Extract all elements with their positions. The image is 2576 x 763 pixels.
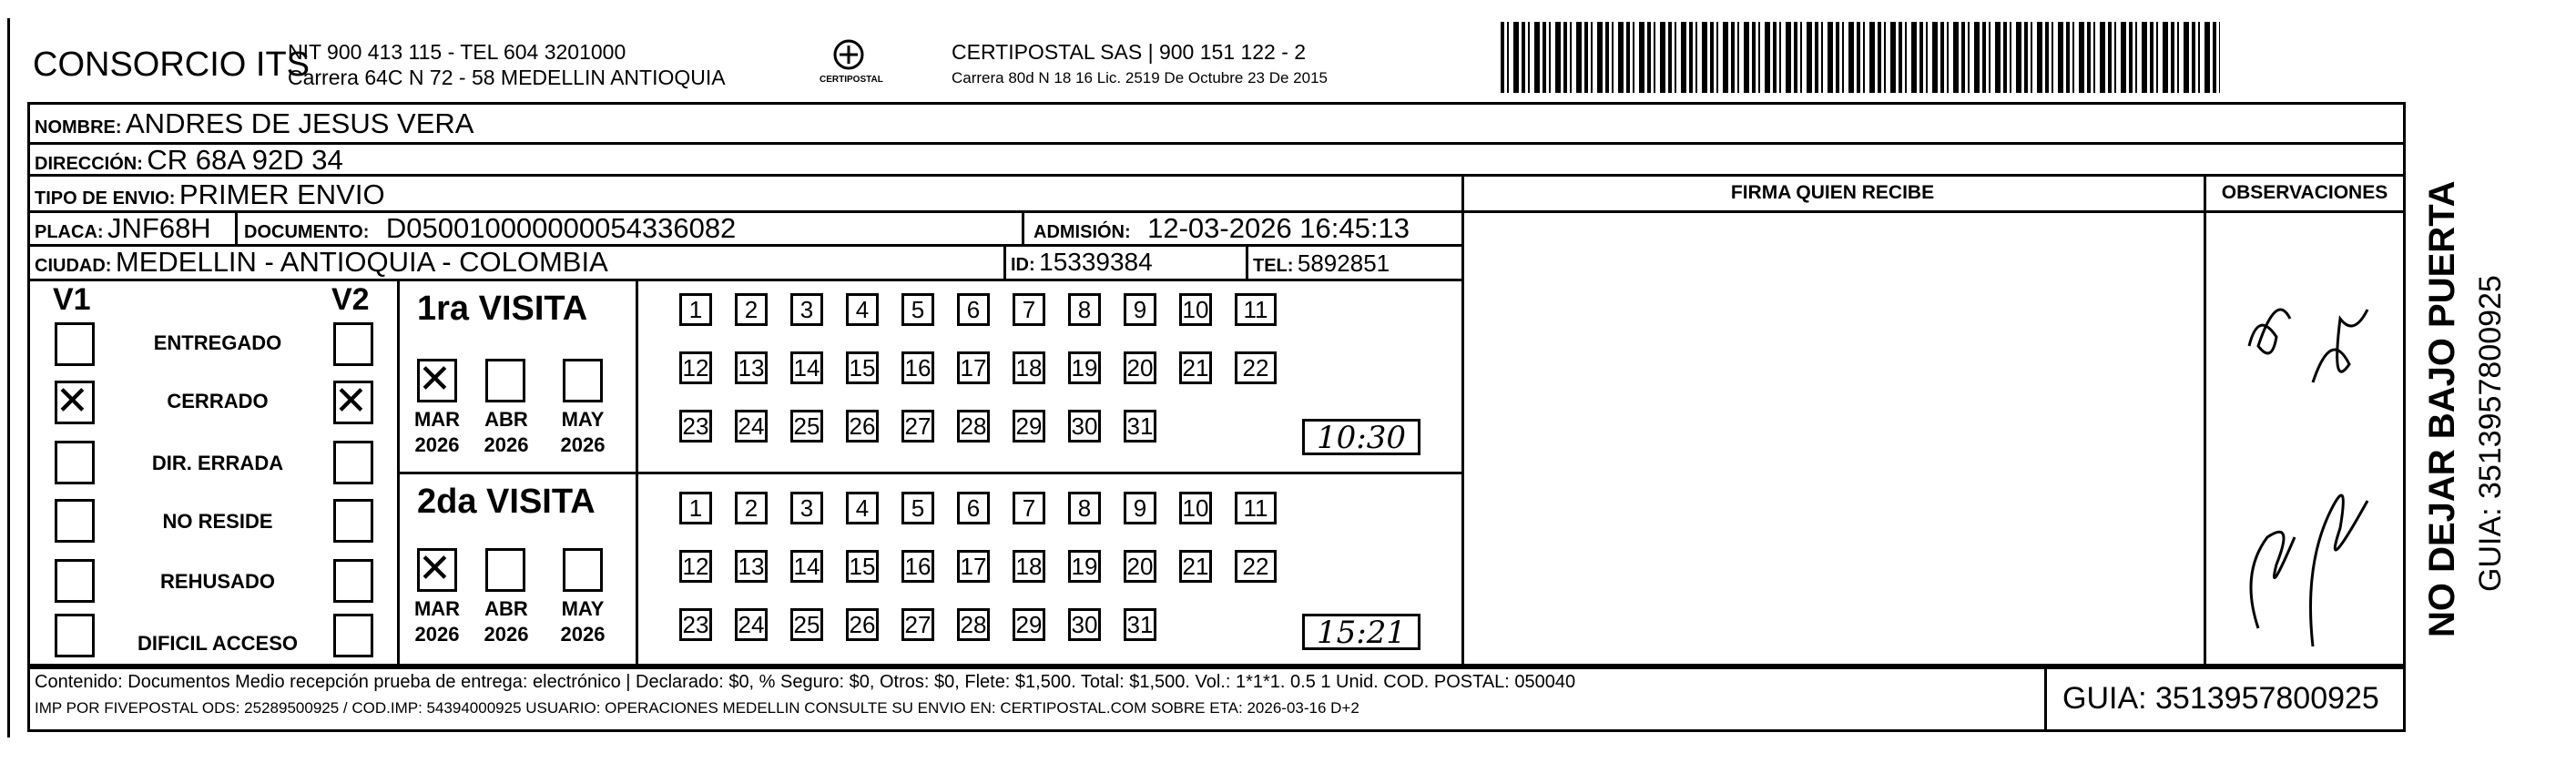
- second-day-21-box[interactable]: 21: [1179, 550, 1212, 583]
- first-visit-may-checkbox[interactable]: [563, 359, 603, 402]
- first-day-2-box[interactable]: 2: [735, 293, 768, 326]
- documento-value: D050010000000054336082: [385, 212, 737, 244]
- first-may-year: 2026: [560, 433, 606, 456]
- first-day-16-box[interactable]: 16: [901, 351, 934, 384]
- id-value: 15339384: [1039, 248, 1153, 276]
- first-visit-mar-checkbox[interactable]: [417, 356, 457, 402]
- second-day-6-box[interactable]: 6: [957, 492, 990, 524]
- first-day-28-box[interactable]: 28: [957, 410, 990, 443]
- option-no-reside: NO RESIDE: [162, 510, 273, 533]
- second-day-12-box[interactable]: 12: [679, 550, 712, 583]
- first-day-17-box[interactable]: 17: [957, 351, 990, 384]
- second-day-22-box[interactable]: 22: [1235, 550, 1277, 583]
- second-day-5-box[interactable]: 5: [901, 492, 934, 524]
- second-mar-mark: ✕: [418, 545, 452, 592]
- second-day-1-box[interactable]: 1: [679, 492, 712, 524]
- observaciones-header: OBSERVACIONES: [2221, 182, 2388, 203]
- second-day-14-box[interactable]: 14: [790, 550, 823, 583]
- direccion-value: CR 68A 92D 34: [147, 144, 343, 176]
- signature-scribble: [2213, 237, 2395, 656]
- v1-no-reside-checkbox[interactable]: [55, 499, 95, 543]
- first-mar-label: MAR: [413, 408, 461, 431]
- second-day-20-box[interactable]: 20: [1124, 550, 1156, 583]
- first-day-7-box[interactable]: 7: [1013, 293, 1045, 326]
- option-cerrado: CERRADO: [167, 390, 269, 412]
- second-visit-title: 2da VISITA: [417, 483, 596, 521]
- first-visit-time: 10:30: [1302, 419, 1420, 455]
- header-address: Carrera 64C N 72 - 58 MEDELLIN ANTIOQUIA: [288, 66, 726, 89]
- first-day-22-box[interactable]: 22: [1235, 351, 1277, 384]
- first-may-label: MAY: [561, 408, 605, 431]
- v2-no-reside-checkbox[interactable]: [333, 499, 373, 543]
- first-day-10-box[interactable]: 10: [1179, 293, 1212, 326]
- no-dejar-bajo-puerta: NO DEJAR BAJO PUERTA: [2422, 180, 2462, 637]
- second-day-23-box[interactable]: 23: [679, 608, 712, 641]
- ciudad-value: MEDELLIN - ANTIOQUIA - COLOMBIA: [115, 246, 608, 278]
- v2-entregado-checkbox[interactable]: [333, 322, 373, 366]
- first-day-12-box[interactable]: 12: [679, 351, 712, 384]
- header-brand: CONSORCIO ITS: [33, 46, 311, 84]
- first-day-6-box[interactable]: 6: [957, 293, 990, 326]
- second-visit-time: 15:21: [1302, 614, 1420, 650]
- first-day-9-box[interactable]: 9: [1124, 293, 1156, 326]
- ciudad-label: CIUDAD:: [35, 256, 112, 276]
- nombre-label: NOMBRE:: [35, 117, 122, 137]
- first-day-23-box[interactable]: 23: [679, 410, 712, 443]
- admision-label: ADMISIÓN:: [1033, 222, 1131, 242]
- second-mar-year: 2026: [414, 623, 460, 646]
- header-nit: NIT 900 413 115 - TEL 604 3201000: [288, 40, 626, 64]
- direccion-label: DIRECCIÓN:: [35, 154, 143, 174]
- v1-rehusado-checkbox[interactable]: [55, 559, 95, 603]
- second-day-26-box[interactable]: 26: [846, 608, 879, 641]
- v1-dir-errada-checkbox[interactable]: [55, 441, 95, 484]
- logo-text: CERTIPOSTAL: [820, 75, 883, 85]
- second-visit-abr-checkbox[interactable]: [485, 548, 525, 592]
- first-day-5-box[interactable]: 5: [901, 293, 934, 326]
- footer-line2: IMP POR FIVEPOSTAL ODS: 25289500925 / COD.IMP: 54394000925 USUARIO: OPERACIONES MEDELLIN CONSULTE SU ENVIO EN: CERTIPOSTAL.COM SOBRE ETA: 2026-03-16 D+2: [35, 699, 1359, 717]
- first-day-20-box[interactable]: 20: [1124, 351, 1156, 384]
- first-visit-title: 1ra VISITA: [417, 290, 588, 328]
- second-day-8-box[interactable]: 8: [1068, 492, 1101, 524]
- first-visit-abr-checkbox[interactable]: [485, 359, 525, 402]
- option-dificil-acceso: DIFICIL ACCESO: [137, 632, 298, 655]
- first-mar-mark: ✕: [418, 356, 452, 402]
- v1-entregado-checkbox[interactable]: [55, 322, 95, 366]
- first-day-8-box[interactable]: 8: [1068, 293, 1101, 326]
- second-day-31-box[interactable]: 31: [1124, 608, 1156, 641]
- second-day-29-box[interactable]: 29: [1013, 608, 1045, 641]
- second-day-10-box[interactable]: 10: [1179, 492, 1212, 524]
- first-day-11-box[interactable]: 11: [1235, 293, 1277, 326]
- first-day-24-box[interactable]: 24: [735, 410, 768, 443]
- first-day-4-box[interactable]: 4: [846, 293, 879, 326]
- first-day-26-box[interactable]: 26: [846, 410, 879, 443]
- first-day-29-box[interactable]: 29: [1013, 410, 1045, 443]
- second-day-3-box[interactable]: 3: [790, 492, 823, 524]
- nombre-value: ANDRES DE JESUS VERA: [126, 107, 474, 139]
- second-day-11-box[interactable]: 11: [1235, 492, 1277, 524]
- second-visit-may-checkbox[interactable]: [563, 548, 603, 592]
- first-day-21-box[interactable]: 21: [1179, 351, 1212, 384]
- option-rehusado: REHUSADO: [160, 570, 275, 593]
- guia-vertical: GUIA: 3513957800925: [2473, 275, 2508, 592]
- id-label: ID:: [1011, 255, 1035, 275]
- placa-label: PLACA:: [35, 222, 104, 242]
- second-day-27-box[interactable]: 27: [901, 608, 934, 641]
- second-day-9-box[interactable]: 9: [1124, 492, 1156, 524]
- second-day-28-box[interactable]: 28: [957, 608, 990, 641]
- second-may-year: 2026: [560, 623, 606, 646]
- second-day-7-box[interactable]: 7: [1013, 492, 1045, 524]
- first-day-30-box[interactable]: 30: [1068, 410, 1101, 443]
- v2-dificil-acceso-checkbox[interactable]: [333, 614, 373, 657]
- v1-cerrado-checkbox[interactable]: [55, 378, 95, 424]
- option-dir-errada: DIR. ERRADA: [151, 452, 284, 474]
- certipostal-address: Carrera 80d N 18 16 Lic. 2519 De Octubre 23 De 2015: [952, 69, 1328, 86]
- second-day-2-box[interactable]: 2: [735, 492, 768, 524]
- second-day-30-box[interactable]: 30: [1068, 608, 1101, 641]
- v1-cerrado-mark: ✕: [56, 378, 89, 424]
- v1-label: V1: [53, 282, 91, 317]
- first-day-18-box[interactable]: 18: [1013, 351, 1045, 384]
- first-day-1-box[interactable]: 1: [679, 293, 712, 326]
- tel-label: TEL:: [1253, 256, 1294, 276]
- option-entregado: ENTREGADO: [153, 331, 282, 354]
- first-day-3-box[interactable]: 3: [790, 293, 823, 326]
- second-day-15-box[interactable]: 15: [846, 550, 879, 583]
- certipostal-logo-icon: [830, 38, 867, 75]
- v2-cerrado-checkbox[interactable]: [333, 378, 373, 424]
- v2-label: V2: [331, 282, 370, 317]
- first-day-31-box[interactable]: 31: [1124, 410, 1156, 443]
- first-day-25-box[interactable]: 25: [790, 410, 823, 443]
- footer-guia: GUIA: 3513957800925: [2062, 681, 2379, 716]
- first-mar-year: 2026: [414, 433, 460, 456]
- first-day-27-box[interactable]: 27: [901, 410, 934, 443]
- second-mar-label: MAR: [413, 597, 461, 620]
- barcode: [1501, 22, 2220, 93]
- second-abr-label: ABR: [484, 597, 528, 620]
- admision-value: 12-03-2026 16:45:13: [1147, 212, 1410, 244]
- documento-label: DOCUMENTO:: [244, 222, 370, 242]
- placa-value: JNF68H: [107, 212, 211, 244]
- first-day-13-box[interactable]: 13: [735, 351, 768, 384]
- tipo-label: TIPO DE ENVIO:: [35, 188, 176, 209]
- second-day-25-box[interactable]: 25: [790, 608, 823, 641]
- certipostal-line: CERTIPOSTAL SAS | 900 151 122 - 2: [952, 40, 1307, 64]
- second-may-label: MAY: [561, 597, 605, 620]
- first-day-14-box[interactable]: 14: [790, 351, 823, 384]
- v2-rehusado-checkbox[interactable]: [333, 559, 373, 603]
- second-day-24-box[interactable]: 24: [735, 608, 768, 641]
- second-abr-year: 2026: [484, 623, 529, 646]
- left-edge-mark: [7, 18, 10, 738]
- first-day-19-box[interactable]: 19: [1068, 351, 1101, 384]
- second-day-19-box[interactable]: 19: [1068, 550, 1101, 583]
- v1-dificil-acceso-checkbox[interactable]: [55, 614, 95, 657]
- v2-cerrado-mark: ✕: [334, 378, 368, 424]
- tipo-value: PRIMER ENVIO: [178, 178, 385, 210]
- second-day-16-box[interactable]: 16: [901, 550, 934, 583]
- v2-dir-errada-checkbox[interactable]: [333, 441, 373, 484]
- footer-line1: Contenido: Documentos Medio recepción prueba de entrega: electrónico | Declarado: $0, % Seguro: $0, Otros: $0, Flete: $1,500. Total: $1,500. Vol.: 1*1*1. 0.5 1 Unid. COD. POSTAL: 050040: [35, 672, 1576, 692]
- second-day-17-box[interactable]: 17: [957, 550, 990, 583]
- first-abr-label: ABR: [484, 408, 528, 431]
- firma-header: FIRMA QUIEN RECIBE: [1730, 182, 1935, 203]
- second-day-18-box[interactable]: 18: [1013, 550, 1045, 583]
- second-day-4-box[interactable]: 4: [846, 492, 879, 524]
- second-visit-mar-checkbox[interactable]: [417, 545, 457, 592]
- tel-value: 5892851: [1297, 249, 1390, 277]
- second-day-13-box[interactable]: 13: [735, 550, 768, 583]
- first-abr-year: 2026: [484, 433, 529, 456]
- first-day-15-box[interactable]: 15: [846, 351, 879, 384]
